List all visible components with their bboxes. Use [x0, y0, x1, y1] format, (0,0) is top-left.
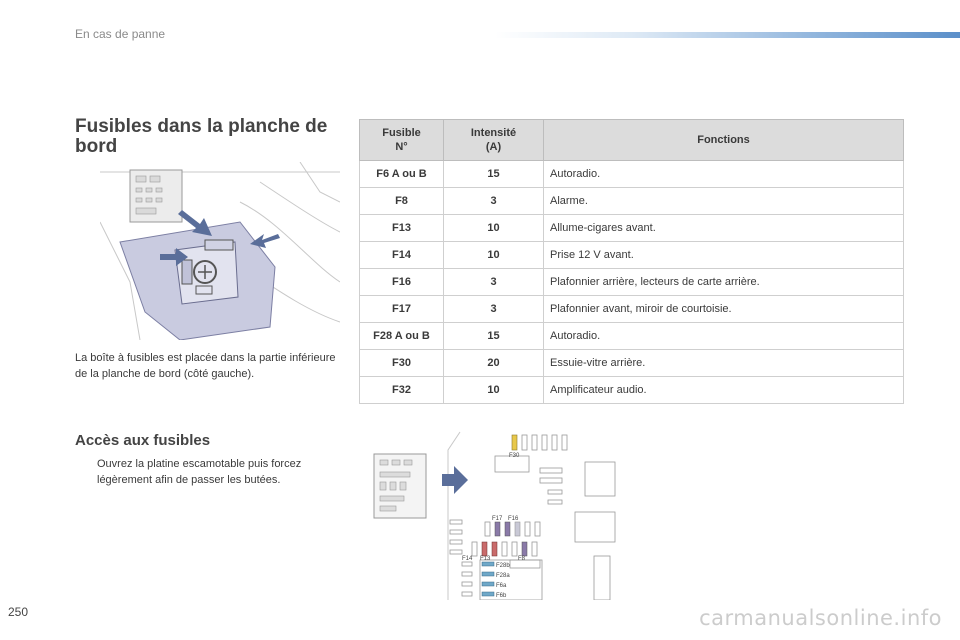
- section-label: En cas de panne: [75, 27, 166, 41]
- fuse-table: [359, 119, 904, 404]
- fuse-function: Prise 12 V avant.: [544, 242, 904, 269]
- fuse-number: F13: [360, 215, 444, 242]
- fuse-function: Allume-cigares avant.: [544, 215, 904, 242]
- fuse-number: F6 A ou B: [360, 161, 444, 188]
- label-f6a: F6a: [496, 583, 507, 589]
- fuse-function: Plafonnier avant, miroir de courtoisie.: [544, 296, 904, 323]
- header-fuse-line2: N°: [395, 141, 408, 153]
- table-row: [360, 242, 904, 269]
- fuse-number: F8: [360, 188, 444, 215]
- fuse-number: F30: [360, 350, 444, 377]
- fuse-number: F32: [360, 377, 444, 404]
- header-amp: [444, 120, 544, 161]
- label-f6b: F6b: [496, 593, 507, 599]
- fuse-amperage: 20: [444, 350, 544, 377]
- label-f28b: F28b: [496, 563, 510, 569]
- header-fuse: [360, 120, 444, 161]
- page-number: 250: [8, 605, 29, 619]
- fuse-amperage: 15: [444, 323, 544, 350]
- dashboard-fusebox-illustration: [100, 162, 340, 340]
- fuse-amperage: 3: [444, 188, 544, 215]
- label-f28a: F28a: [496, 573, 510, 579]
- table-row: [360, 377, 904, 404]
- table-row: [360, 269, 904, 296]
- fuse-function: Autoradio.: [544, 323, 904, 350]
- table-row: [360, 215, 904, 242]
- fuse-amperage: 10: [444, 215, 544, 242]
- header-amp-line1: Intensité: [470, 127, 517, 139]
- label-f30: F30: [509, 453, 520, 459]
- instruction-item: [75, 456, 345, 488]
- fuse-number: F14: [360, 242, 444, 269]
- table-row: [360, 161, 904, 188]
- fuse-amperage: 10: [444, 377, 544, 404]
- instruction-text: Ouvrez la platine escamotable puis forcez légèrement afin de passer les butées.: [97, 458, 302, 486]
- fuse-function: Amplificateur audio.: [544, 377, 904, 404]
- label-f17: F17: [492, 516, 503, 522]
- watermark: carmanualsonline.info: [699, 606, 942, 630]
- caption: La boîte à fusibles est placée dans la partie inférieure de la planche de bord (côté gauche).: [75, 352, 336, 380]
- label-f8: F8: [518, 556, 526, 562]
- fuse-amperage: 3: [444, 269, 544, 296]
- section-subtitle: Accès aux fusibles: [75, 432, 211, 449]
- header-fuse-line1: Fusible: [382, 127, 421, 139]
- header-functions: Fonctions: [544, 120, 904, 161]
- fuse-number: F16: [360, 269, 444, 296]
- fusebox-layout-diagram: [370, 430, 620, 600]
- bullet-icon: [75, 456, 97, 488]
- fuse-function: Alarme.: [544, 188, 904, 215]
- fuse-function: Essuie-vitre arrière.: [544, 350, 904, 377]
- fuse-amperage: 3: [444, 296, 544, 323]
- table-row: [360, 323, 904, 350]
- table-row: [360, 188, 904, 215]
- fuse-number: F17: [360, 296, 444, 323]
- label-f16: F16: [508, 516, 519, 522]
- fuse-amperage: 10: [444, 242, 544, 269]
- table-row: [360, 350, 904, 377]
- header-amp-line2: (A): [485, 141, 502, 153]
- fuse-function: Autoradio.: [544, 161, 904, 188]
- header-bar: [495, 32, 960, 38]
- table-header-row: [360, 120, 904, 161]
- label-f14: F14: [462, 556, 473, 562]
- label-f13: F13: [480, 556, 491, 562]
- fuse-number: F28 A ou B: [360, 323, 444, 350]
- page-title: Fusibles dans la planche de bord: [75, 116, 328, 157]
- table-row: [360, 296, 904, 323]
- fuse-function: Plafonnier arrière, lecteurs de carte arrière.: [544, 269, 904, 296]
- fuse-amperage: 15: [444, 161, 544, 188]
